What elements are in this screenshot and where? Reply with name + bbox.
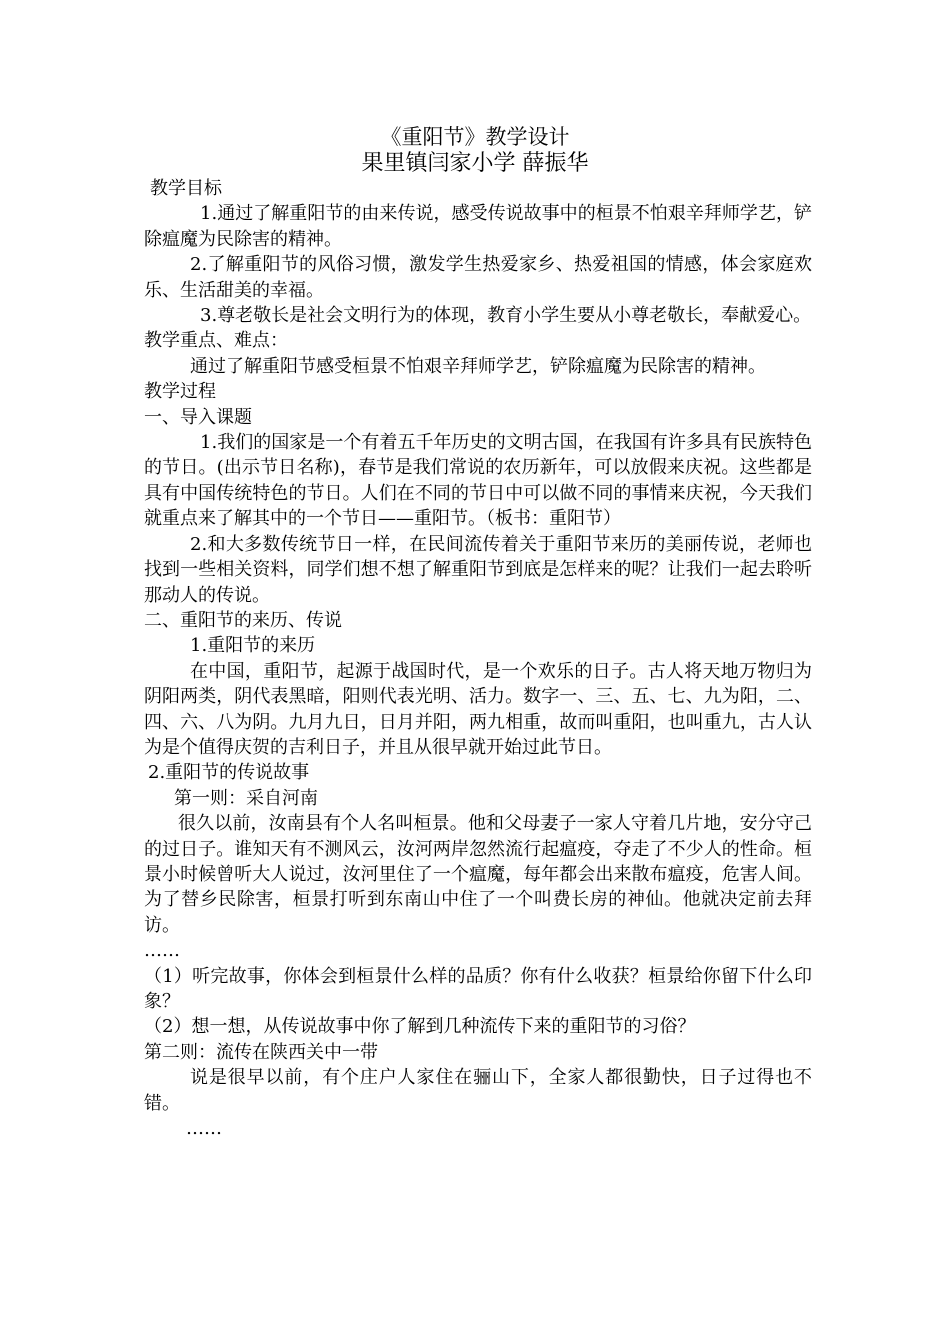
story1-text: 很久以前，汝南县有个人名叫桓景。他和父母妻子一家人守着几片地，安分守己的过日子。谁知天有不测风云，汝河两岸忽然流行起瘟疫，夺走了不少人的性命。桓景小时候曾听大人说过，汝河里住了一个瘟魔，每年都会出来散布瘟疫，危害人间。为了替乡民除害，桓景打听到东南山中住了一个叫费长房的神仙。他就决定前去拜访。	[144, 813, 812, 936]
subsection1-text: 在中国，重阳节，起源于战国时代，是一个欢乐的日子。古人将天地万物归为阴阳两类，阴代表黑暗，阳则代表光明、活力。数字一、三、五、七、九为阳，二、四、六、八为阴。九月九日，日月并阳，两九相重，故而叫重阳，也叫重九，古人认为是个值得庆贺的吉利日子，并且从很早就开始过此节日。	[144, 660, 812, 758]
question-2: （2）想一想，从传说故事中你了解到几种流传下来的重阳节的习俗？	[144, 1016, 696, 1038]
objective-1: 1.通过了解重阳节的由来传说，感受传说故事中的桓景不怕艰辛拜师学艺，铲除瘟魔为民除害的精神。	[144, 203, 812, 250]
story2-heading: 第二则：流传在陕西关中一带	[144, 1041, 378, 1063]
section1-paragraph-1: 1.我们的国家是一个有着五千年历史的文明古国，在我国有许多具有民族特色的节日。(出示节日名称)，春节是我们常说的农历新年，可以放假来庆祝。这些都是具有中国传统特色的节日。人们在不同的节日中可以做不同的事情来庆祝，今天我们就重点来了解其中的一个节日——重阳节。（板书：重阳节）	[144, 432, 812, 530]
objective-2: 2.了解重阳节的风俗习惯，激发学生热爱家乡、热爱祖国的情感，体会家庭欢乐、生活甜美的幸福。	[144, 254, 812, 301]
section1-paragraph-2: 2.和大多数传统节日一样，在民间流传着关于重阳节来历的美丽传说，老师也找到一些相关资料，同学们想不想了解重阳节到底是怎样来的呢？让我们一起去聆听那动人的传说。	[144, 533, 812, 606]
objective-3: 3.尊老敬长是社会文明行为的体现，教育小学生要从小尊老敬长，奉献爱心。	[200, 305, 812, 327]
process-heading: 教学过程	[144, 381, 216, 403]
document-body	[144, 176, 812, 1141]
keypoints-text: 通过了解重阳节感受桓景不怕艰辛拜师学艺，铲除瘟魔为民除害的精神。	[190, 355, 766, 377]
story1-heading: 第一则：采自河南	[174, 787, 318, 809]
ellipsis-2: ……	[186, 1118, 222, 1140]
subsection2-heading: 2.重阳节的传说故事	[148, 762, 310, 784]
document-author: 果里镇闫家小学 薛振华	[361, 151, 589, 176]
document-title: 《重阳节》教学设计	[380, 125, 570, 149]
section1-heading: 一、导入课题	[144, 406, 252, 428]
question-1: （1）听完故事，你体会到桓景什么样的品质？你有什么收获？桓景给你留下什么印象？	[144, 965, 812, 1012]
story2-text: 说是很早以前，有个庄户人家住在骊山下，全家人都很勤快，日子过得也不错。	[144, 1067, 812, 1114]
keypoints-heading: 教学重点、难点：	[144, 330, 288, 352]
subsection1-heading: 1.重阳节的来历	[190, 635, 316, 657]
objectives-heading: 教学目标	[150, 178, 222, 199]
section2-heading: 二、重阳节的来历、传说	[144, 609, 342, 631]
ellipsis-1: ……	[144, 940, 180, 962]
